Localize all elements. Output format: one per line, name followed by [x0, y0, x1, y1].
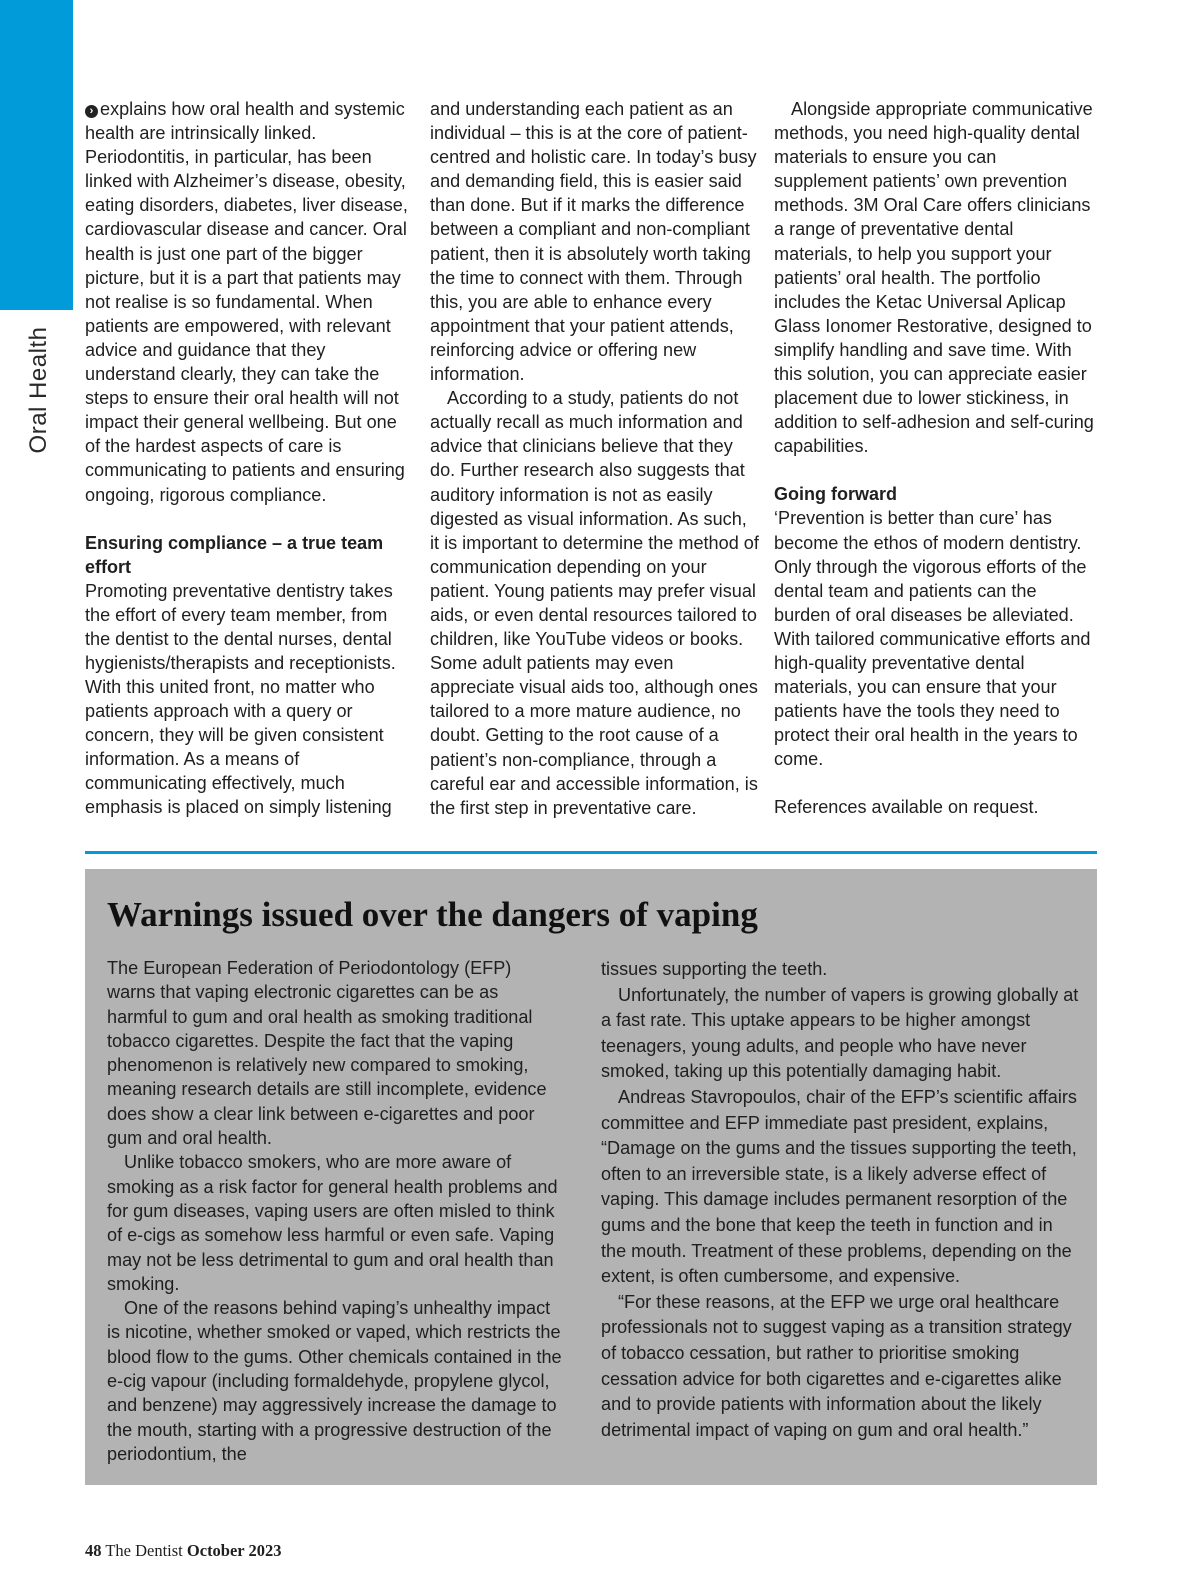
box-paragraph: One of the reasons behind vaping’s unhealthy impact is nicotine, whether smoked or vaped, which restricts the blood flow to the gums. Other chemicals contained in the e-cig vapour (including formaldehyde, propylene glycol, and benzene) may aggressively increase the damage to the mouth, starting with a progressive destruction of the periodontium, the: [107, 1298, 562, 1464]
article-column-1: [85, 97, 415, 820]
box-column-1: [107, 956, 562, 1466]
subheading-ensuring-compliance: Ensuring compliance – a true team effort: [85, 532, 384, 577]
box-paragraph: Unlike tobacco smokers, who are more aware of smoking as a risk factor for general health problems and for gum diseases, vaping users are often misled to think of e-cigs as somehow less harmful or even safe. Vaping may not be less detrimental to gum and oral health than smoking.: [107, 1152, 558, 1294]
box-paragraph: Unfortunately, the number of vapers is growing globally at a fast rate. This uptake appears to be higher amongst teenagers, young adults, and people who have never smoked, taking up this potentially damaging habit.: [601, 984, 1079, 1082]
box-paragraph: tissues supporting the teeth.: [601, 959, 828, 979]
continued-arrow-icon: ›: [85, 105, 98, 118]
article-paragraph: and understanding each patient as an individual – this is at the core of patient-centred and holistic care. In today’s busy and demanding field, this is easier said than done. But if it marks the difference between a compliant and non-compliant patient, then it is absolutely worth taking the time to connect with them. Through this, you are able to enhance every appointment that your patient attends, reinforcing advice or offering new information.: [430, 99, 757, 385]
page-number: 48: [85, 1541, 102, 1560]
references-note: References available on request.: [774, 797, 1039, 818]
section-label: Oral Health: [25, 326, 52, 454]
box-paragraph: “For these reasons, at the EFP we urge oral healthcare professionals not to suggest vaping as a transition strategy of tobacco cessation, but rather to prioritise smoking cessation advice for both cigarettes and e-cigarettes alike and to provide patients with information about the likely detrimental impact of vaping on gum and oral health.”: [601, 1291, 1072, 1440]
section-color-tab: [0, 0, 73, 310]
publication-name: The Dentist: [105, 1541, 183, 1560]
box-paragraph: The European Federation of Periodontology (EFP) warns that vaping electronic cigarettes can be as harmful to gum and oral health as smoking traditional tobacco cigarettes. Despite the fact that the vaping phenomenon is relatively new compared to smoking, meaning research details are still incomplete, evidence does show a clear link between e-cigarettes and poor gum and oral health.: [107, 958, 547, 1149]
page-footer: [85, 1541, 281, 1561]
article-paragraph: Promoting preventative dentistry takes the effort of every team member, from the dentist to the dental nurses, dental hygienists/therapists and receptionists. With this united front, no matter who patients approach with a query or concern, they will be given consistent information. As a means of communicating effectively, much emphasis is placed on simply listening: [85, 580, 396, 818]
article-paragraph: According to a study, patients do not actually recall as much information and advice that clinicians believe that they do. Further research also suggests that auditory information is not as easily digested as visual information. As such, it is important to determine the method of communication depending on your patient. Young patients may prefer visual aids, or even dental resources tailored to children, like YouTube videos or books. Some adult patients may even appreciate visual aids too, although ones tailored to a more mature audience, no doubt. Getting to the root cause of a patient’s non-compliance, through a careful ear and accessible information, is the first step in preventative care.: [430, 388, 759, 818]
article-paragraph: Alongside appropriate communicative methods, you need high-quality dental materials to ensure you can supplement patients’ own prevention methods. 3M Oral Care offers clinicians a range of preventative dental materials, to help you support your patients’ oral health. The portfolio includes the Ketac Universal Aplicap Glass Ionomer Restorative, designed to simplify handling and save time. With this solution, you can appreciate easier placement due to lower stickiness, in addition to self-adhesion and self-curing capabilities.: [774, 99, 1094, 457]
news-box: [85, 869, 1097, 1485]
article-paragraph: ‘Prevention is better than cure’ has become the ethos of modern dentistry. Only through the vigorous efforts of the dental team and patients can the burden of oral diseases be alleviated. With tailored communicative efforts and high-quality preventative dental materials, you can ensure that your patients have the tools they need to protect their oral health in the years to come.: [774, 508, 1091, 770]
subheading-going-forward: Going forward: [774, 484, 897, 505]
issue-date: October 2023: [186, 1541, 282, 1560]
divider-rule: [85, 851, 1097, 854]
box-paragraph: Andreas Stavropoulos, chair of the EFP’s scientific affairs committee and EFP immediate past president, explains, “Damage on the gums and the tissues supporting the teeth, often to an irreversible state, is a likely adverse effect of vaping. This damage includes permanent resorption of the gums and the bone that keep the teeth in function and in the mouth. Treatment of these problems, depending on the extent, is often cumbersome, and expensive.: [601, 1086, 1077, 1287]
article-column-3: [774, 97, 1094, 820]
box-column-2: [601, 957, 1079, 1443]
article-column-2: [430, 97, 760, 820]
box-headline: Warnings issued over the dangers of vaping: [107, 895, 758, 934]
article-paragraph: › explains how oral health and systemic health are intrinsically linked. Periodontitis, in particular, has been linked with Alzheimer’s disease, obesity, eating disorders, diabetes, liver disease, cardiovascular disease and cancer. Oral health is just one part of the bigger picture, but it is a part that patients may not realise is so fundamental. When patients are empowered, with relevant advice and guidance that they understand clearly, they can take the steps to ensure their oral health will not impact their general wellbeing. But one of the hardest aspects of care is communicating to patients and ensuring ongoing, rigorous compliance.: [85, 99, 408, 505]
